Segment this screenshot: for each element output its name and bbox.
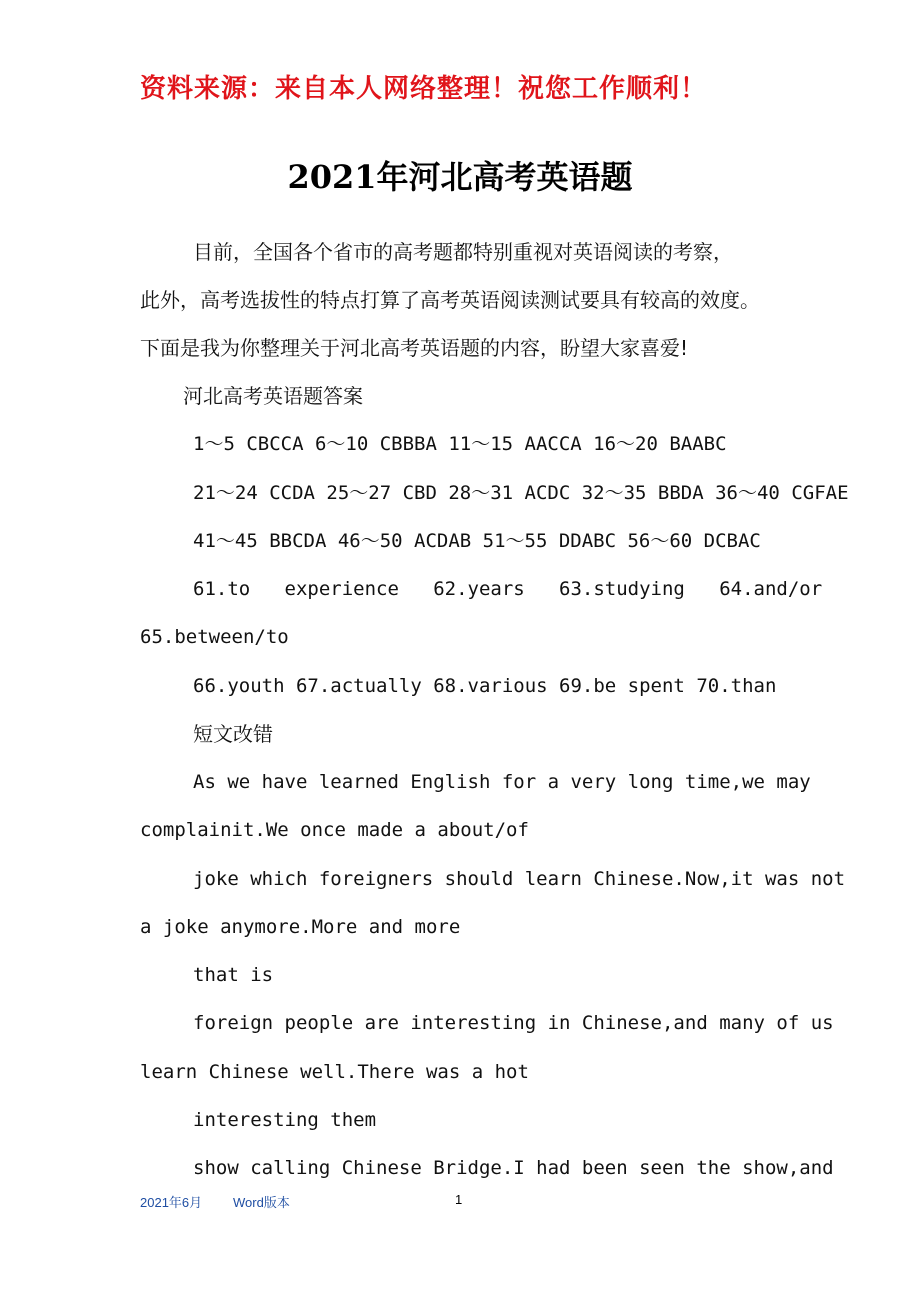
correction-line-7: learn Chinese well.There was a hot: [140, 1061, 529, 1083]
correction-line-9: show calling Chinese Bridge.I had been seen the show,and: [193, 1157, 834, 1179]
answer-line-4: 61.to experience 62.years 63.studying 64.and/or: [193, 578, 823, 600]
correction-line-2: complainit.We once made a about/of: [140, 819, 529, 841]
page-number: 1: [455, 1192, 463, 1207]
answer-line-5: 65.between/to: [140, 626, 289, 648]
answer-line-2: 21～24 CCDA 25～27 CBD 28～31 ACDC 32～35 BBDA 36～40 CGFAE: [193, 482, 849, 504]
correction-line-4: a joke anymore.More and more: [140, 916, 461, 938]
intro-line-3: 下面是我为你整理关于河北高考英语题的内容，盼望大家喜爱!: [140, 336, 689, 360]
correction-line-1: As we have learned English for a very long time,we may: [193, 771, 811, 793]
source-note: 资料来源：来自本人网络整理！祝您工作顺利！: [140, 74, 708, 104]
footer-version: Word版本: [233, 1195, 290, 1210]
correction-line-8: interesting them: [193, 1109, 377, 1131]
document-title: 2021年河北高考英语题: [287, 158, 633, 196]
answer-line-6: 66.youth 67.actually 68.various 69.be spent 70.than: [193, 675, 777, 697]
correction-line-6: foreign people are interesting in Chinese,and many of us: [193, 1012, 834, 1034]
intro-line-1: 目前，全国各个省市的高考题都特别重视对英语阅读的考察，: [193, 240, 733, 264]
answer-heading: 河北高考英语题答案: [183, 384, 363, 408]
correction-line-5: that is: [193, 964, 274, 986]
answer-line-1: 1～5 CBCCA 6～10 CBBBA 11～15 AACCA 16～20 BAABC: [193, 433, 727, 455]
answer-line-3: 41～45 BBCDA 46～50 ACDAB 51～55 DDABC 56～60 DCBAC: [193, 530, 761, 552]
footer-date: 2021年6月: [140, 1195, 203, 1210]
correction-line-3: joke which foreigners should learn Chinese.Now,it was not: [193, 868, 846, 890]
intro-line-2: 此外，高考选拔性的特点打算了高考英语阅读测试要具有较高的效度。: [140, 288, 760, 312]
correction-heading: 短文改错: [193, 722, 273, 746]
